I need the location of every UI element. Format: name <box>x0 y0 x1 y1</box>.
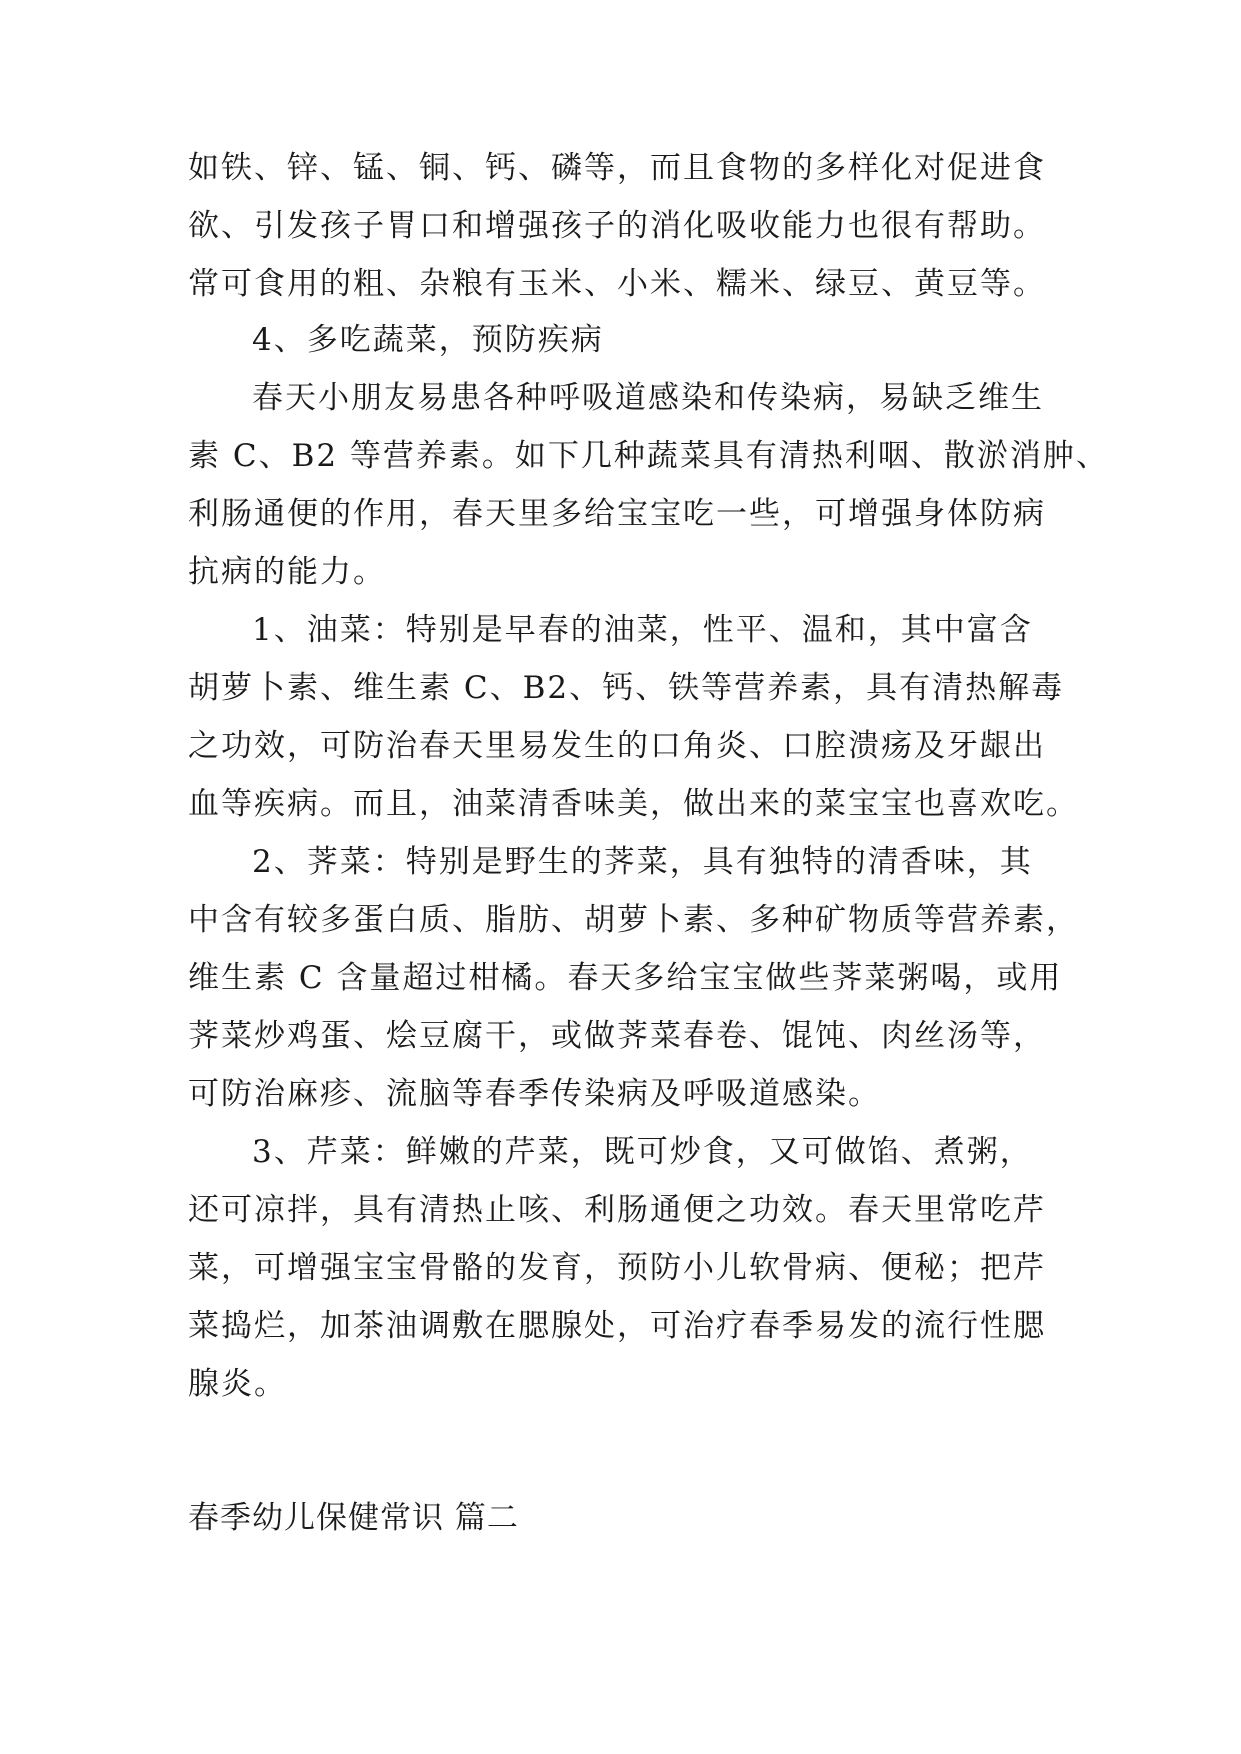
text-line: 菜捣烂，加茶油调敷在腮腺处，可治疗春季易发的流行性腮 <box>188 1308 1046 1344</box>
subheading: 4、多吃蔬菜，预防疾病 <box>252 322 604 358</box>
text-line: 抗病的能力。 <box>188 554 386 590</box>
text-line: 2、荠菜：特别是野生的荠菜，具有独特的清香味，其 <box>252 844 1033 880</box>
text-line: 欲、引发孩子胃口和增强孩子的消化吸收能力也很有帮助。 <box>188 208 1046 244</box>
text-line: 荠菜炒鸡蛋、烩豆腐干，或做荠菜春卷、馄饨、肉丝汤等， <box>188 1018 1046 1054</box>
text-line: 中含有较多蛋白质、脂肪、胡萝卜素、多种矿物质等营养素， <box>188 902 1079 938</box>
text-line: 素 C、B2 等营养素。如下几种蔬菜具有清热利咽、散淤消肿、 <box>188 438 1109 474</box>
text-line: 春天小朋友易患各种呼吸道感染和传染病，易缺乏维生 <box>252 380 1044 416</box>
text-line: 常可食用的粗、杂粮有玉米、小米、糯米、绿豆、黄豆等。 <box>188 266 1046 302</box>
text-line: 腺炎。 <box>188 1366 287 1402</box>
text-line: 如铁、锌、锰、铜、钙、磷等，而且食物的多样化对促进食 <box>188 150 1046 186</box>
text-line: 还可凉拌，具有清热止咳、利肠通便之功效。春天里常吃芹 <box>188 1192 1046 1228</box>
text-line: 胡萝卜素、维生素 C、B2、钙、铁等营养素，具有清热解毒 <box>188 670 1065 706</box>
section-title: 春季幼儿保健常识 篇二 <box>188 1500 519 1536</box>
text-line: 3、芹菜：鲜嫩的芹菜，既可炒食，又可做馅、煮粥， <box>252 1134 1033 1170</box>
text-line: 可防治麻疹、流脑等春季传染病及呼吸道感染。 <box>188 1076 881 1112</box>
text-line: 菜，可增强宝宝骨骼的发育，预防小儿软骨病、便秘；把芹 <box>188 1250 1046 1286</box>
text-line: 之功效，可防治春天里易发生的口角炎、口腔溃疡及牙龈出 <box>188 728 1046 764</box>
text-line: 血等疾病。而且，油菜清香味美，做出来的菜宝宝也喜欢吃。 <box>188 786 1079 822</box>
text-line: 利肠通便的作用，春天里多给宝宝吃一些，可增强身体防病 <box>188 496 1046 532</box>
text-line: 1、油菜：特别是早春的油菜，性平、温和，其中富含 <box>252 612 1033 648</box>
text-line: 维生素 C 含量超过柑橘。春天多给宝宝做些荠菜粥喝，或用 <box>188 960 1063 996</box>
